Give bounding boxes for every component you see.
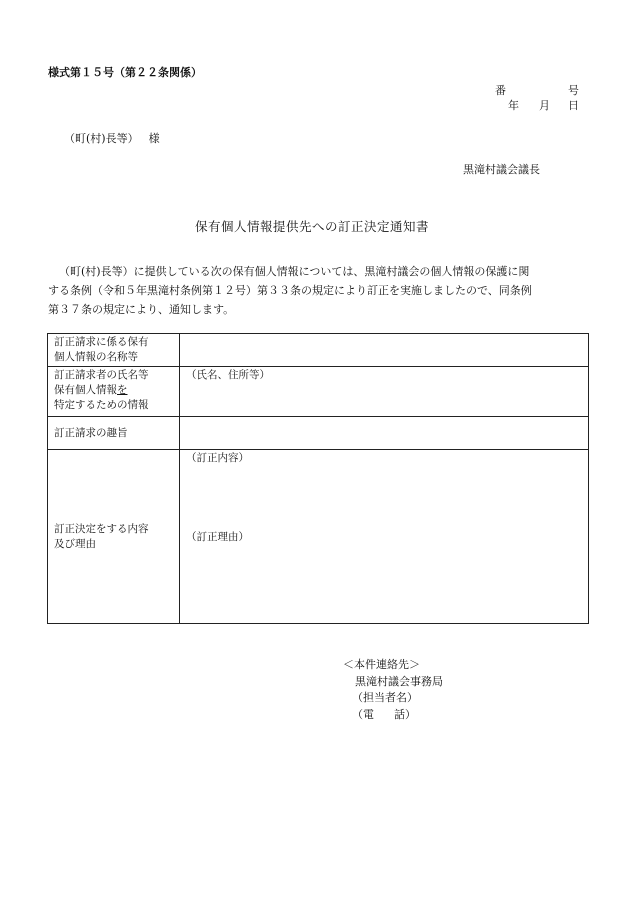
contact-phone-open: （電: [352, 708, 374, 721]
requester-value-hint: （氏名、住所等）: [186, 369, 270, 381]
table-row: [48, 450, 589, 624]
row-label-decision: [48, 450, 180, 624]
day-label: 日: [568, 99, 579, 112]
form-number: 様式第１５号（第２２条関係）: [48, 66, 202, 79]
table-row: [48, 334, 589, 367]
body-line-2: する条例（令和５年黒滝村条例第１２号）第３３条の規定により訂正を実施しましたので、同条例: [48, 284, 532, 297]
row1-label-line1: 訂正請求に係る保有: [54, 336, 149, 348]
body-line-3: 第３７条の規定により、通知します。: [48, 303, 235, 316]
addressee: [64, 130, 160, 146]
decision-content-hint: （訂正内容）: [186, 452, 249, 464]
contact-person: （担当者名）: [352, 691, 418, 704]
row-value-requester: [180, 367, 589, 417]
decision-reason-hint: （訂正理由）: [186, 531, 249, 543]
row2-label-line2b: を: [117, 384, 128, 396]
row-label-purpose: 訂正請求の趣旨: [48, 417, 180, 450]
correction-table: [47, 333, 589, 624]
row-value-information-name: [180, 334, 589, 367]
year-label: 年: [508, 99, 519, 112]
row-label-information-name: [48, 334, 180, 367]
row1-label-line2: 個人情報の名称等: [54, 351, 138, 363]
contact-heading: ＜本件連絡先＞: [343, 658, 420, 671]
notice-body: [48, 262, 588, 319]
body-line-1: （町(村)長等）に提供している次の保有個人情報については、黒滝村議会の個人情報の保護に関: [59, 265, 530, 278]
number-suffix: 号: [568, 84, 579, 97]
row-value-purpose: [180, 417, 589, 450]
row2-label-line3: 特定するための情報: [54, 399, 149, 411]
row2-label-line2: [54, 383, 173, 398]
row-value-decision: [180, 450, 589, 624]
addressee-honorific: 様: [148, 132, 160, 145]
row2-label-line1: 訂正請求者の氏名等: [54, 369, 149, 381]
contact-phone-close: 話）: [394, 708, 416, 721]
document-title: 保有個人情報提供先への訂正決定通知書: [195, 219, 430, 234]
row-label-requester: [48, 367, 180, 417]
row4-label-line1: 訂正決定をする内容: [54, 522, 149, 535]
table-row: [48, 417, 589, 450]
table-row: [48, 367, 589, 417]
sender: 黒滝村議会議長: [463, 163, 540, 176]
contact-phone: [352, 706, 416, 722]
addressee-name: （町(村)長等）: [64, 132, 139, 145]
month-label: 月: [539, 99, 550, 112]
number-label: 番: [495, 84, 506, 97]
row2-label-line2a: 保有個人情報: [54, 384, 117, 396]
contact-office: 黒滝村議会事務局: [355, 675, 443, 688]
row4-label-line2: 及び理由: [54, 537, 96, 550]
